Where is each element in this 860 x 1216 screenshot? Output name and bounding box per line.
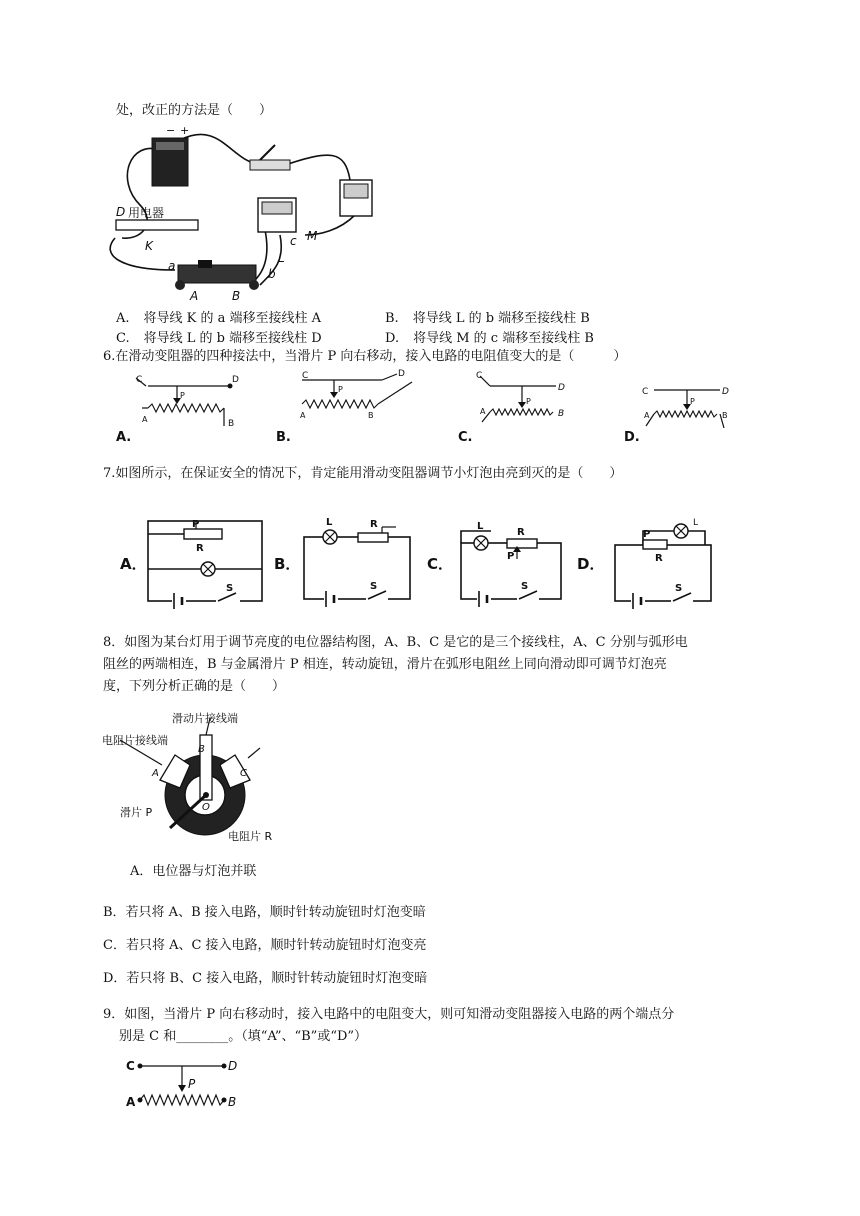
q6-figure-d <box>620 368 750 446</box>
q6-figure-c <box>450 368 590 446</box>
q6d-A: A <box>644 411 650 420</box>
q7a-P: P <box>192 519 200 530</box>
q8-label-slider: 滑片 P <box>120 806 153 819</box>
q7a-S: S <box>226 583 234 594</box>
q8-option-d: D．若只将 B、C 接入电路，顺时针转动旋钮时灯泡变暗 <box>103 971 428 986</box>
q8-stem-line-3: 度，下列分析正确的是（ ） <box>103 679 286 694</box>
q5-label-K: K <box>145 239 153 253</box>
q7c-R: R <box>517 527 525 538</box>
q7b-L: L <box>326 517 333 528</box>
q7d-R: R <box>655 553 663 564</box>
q6a-B: B <box>228 419 235 429</box>
q6-stem: 6.在滑动变阻器的四种接法中，当滑片 P 向右移动，接入电路的电阻值变大的是（ ） <box>103 349 627 364</box>
q5-battery-minus: − <box>166 124 176 137</box>
q6c-A: A <box>480 407 486 416</box>
q8-label-A: A <box>152 768 159 779</box>
q7d-P: P <box>643 529 651 540</box>
q6a-A: A <box>142 415 148 424</box>
q6a-D: D <box>232 375 239 385</box>
q8-label-C: C <box>240 768 247 779</box>
q6-figure-b <box>272 368 422 446</box>
q8-potentiometer-figure <box>100 710 300 845</box>
q6a-letter: A. <box>116 430 132 445</box>
q7b-letter: B． <box>274 555 301 573</box>
q5-option-b: B. 将导线 L 的 b 端移至接线柱 B <box>385 311 590 326</box>
q5-label-M: M <box>307 229 318 243</box>
q7d-L: L <box>693 518 699 528</box>
q7b-R: R <box>370 519 378 530</box>
q7-figure-d <box>575 515 725 607</box>
q6b-A: A <box>300 411 306 420</box>
q6d-C: C <box>642 387 649 397</box>
q6b-P: P <box>338 385 343 394</box>
q5-label-c: c <box>290 234 297 248</box>
q7-figure-a <box>118 515 268 607</box>
q9-stem-line-1: 9．如图，当滑片 P 向右移动时，接入电路中的电阻变大，则可知滑动变阻器接入电路的两个端点分 <box>103 1007 675 1022</box>
q6a-P: P <box>180 391 185 400</box>
q8-label-O: O <box>202 802 210 813</box>
q6d-letter: D. <box>624 430 640 445</box>
q5-label-a: a <box>168 259 176 273</box>
q6d-P: P <box>690 397 695 406</box>
q5-battery-plus: + <box>180 124 190 137</box>
q9-rheostat-figure <box>124 1056 254 1114</box>
q6-figure-a <box>112 368 252 446</box>
q7-stem: 7.如图所示，在保证安全的情况下，肯定能用滑动变阻器调节小灯泡由亮到灭的是（ ） <box>103 466 623 481</box>
q5-label-b: b <box>268 267 276 281</box>
q5-label-A: A <box>190 289 199 303</box>
q5-stem-end: 处，改正的方法是（ ） <box>116 103 273 118</box>
q8-option-c: C．若只将 A、C 接入电路，顺时针转动旋钮时灯泡变亮 <box>103 938 427 953</box>
q6b-D: D <box>398 369 405 379</box>
q7-figure-c <box>425 515 575 607</box>
q8-label-slider-terminal: 滑动片接线端 <box>172 712 238 725</box>
q5-label-device: 用电器 <box>128 206 165 220</box>
q7a-R: R <box>196 543 204 554</box>
q5-circuit-figure <box>100 120 400 305</box>
q7c-S: S <box>521 581 529 592</box>
q5-option-a: A. 将导线 K 的 a 端移至接线柱 A <box>116 311 322 326</box>
q7b-S: S <box>370 581 378 592</box>
q9-label-C: C <box>126 1059 135 1073</box>
q9-label-D: D <box>228 1059 238 1073</box>
q7d-S: S <box>675 583 683 594</box>
q6c-P: P <box>526 397 531 406</box>
q6c-D: D <box>558 383 565 393</box>
q9-stem-line-2: 别是 C 和________。（填“A”、“B”或“D”） <box>119 1029 368 1044</box>
q9-label-A: A <box>126 1095 136 1109</box>
q8-stem-line-2: 阻丝的两端相连，B 与金属滑片 P 相连，转动旋钮，滑片在弧形电阻丝上同向滑动即可调节灯泡亮 <box>103 657 667 672</box>
q8-option-a: A．电位器与灯泡并联 <box>130 864 257 879</box>
q8-label-B: B <box>198 744 205 755</box>
q5-label-B: B <box>232 289 241 303</box>
q6c-letter: C. <box>458 430 473 445</box>
q6c-B: B <box>558 409 565 419</box>
q6c-C: C <box>476 371 483 381</box>
q6d-B: B <box>722 411 728 420</box>
q5-option-c: C. 将导线 L 的 b 端移至接线柱 D <box>116 331 322 346</box>
q7c-L: L <box>477 521 484 532</box>
q6b-B: B <box>368 411 374 420</box>
q8-label-resistor-terminal: 电阻片接线端 <box>102 734 168 747</box>
q8-label-resistor: 电阻片 R <box>228 830 273 843</box>
q7-figure-b <box>272 515 422 607</box>
q8-option-b: B．若只将 A、B 接入电路，顺时针转动旋钮时灯泡变暗 <box>103 905 426 920</box>
q7c-P: P <box>507 551 515 562</box>
q6b-C: C <box>302 371 309 381</box>
q7d-letter: D． <box>577 555 605 573</box>
q7c-letter: C． <box>427 555 454 573</box>
q6b-letter: B. <box>276 430 291 445</box>
q6a-C: C <box>136 375 143 385</box>
q5-label-L: L <box>278 251 285 265</box>
q7a-letter: A． <box>120 555 147 573</box>
q8-stem-line-1: 8．如图为某台灯用于调节亮度的电位器结构图，A、B、C 是它的是三个接线柱，A、C 分别与弧形电 <box>103 635 688 650</box>
q5-option-d: D. 将导线 M 的 c 端移至接线柱 B <box>385 331 594 346</box>
q5-label-D: D <box>116 205 126 219</box>
q9-label-B: B <box>228 1095 237 1109</box>
q9-label-P: P <box>188 1077 196 1091</box>
q6d-D: D <box>722 387 729 397</box>
